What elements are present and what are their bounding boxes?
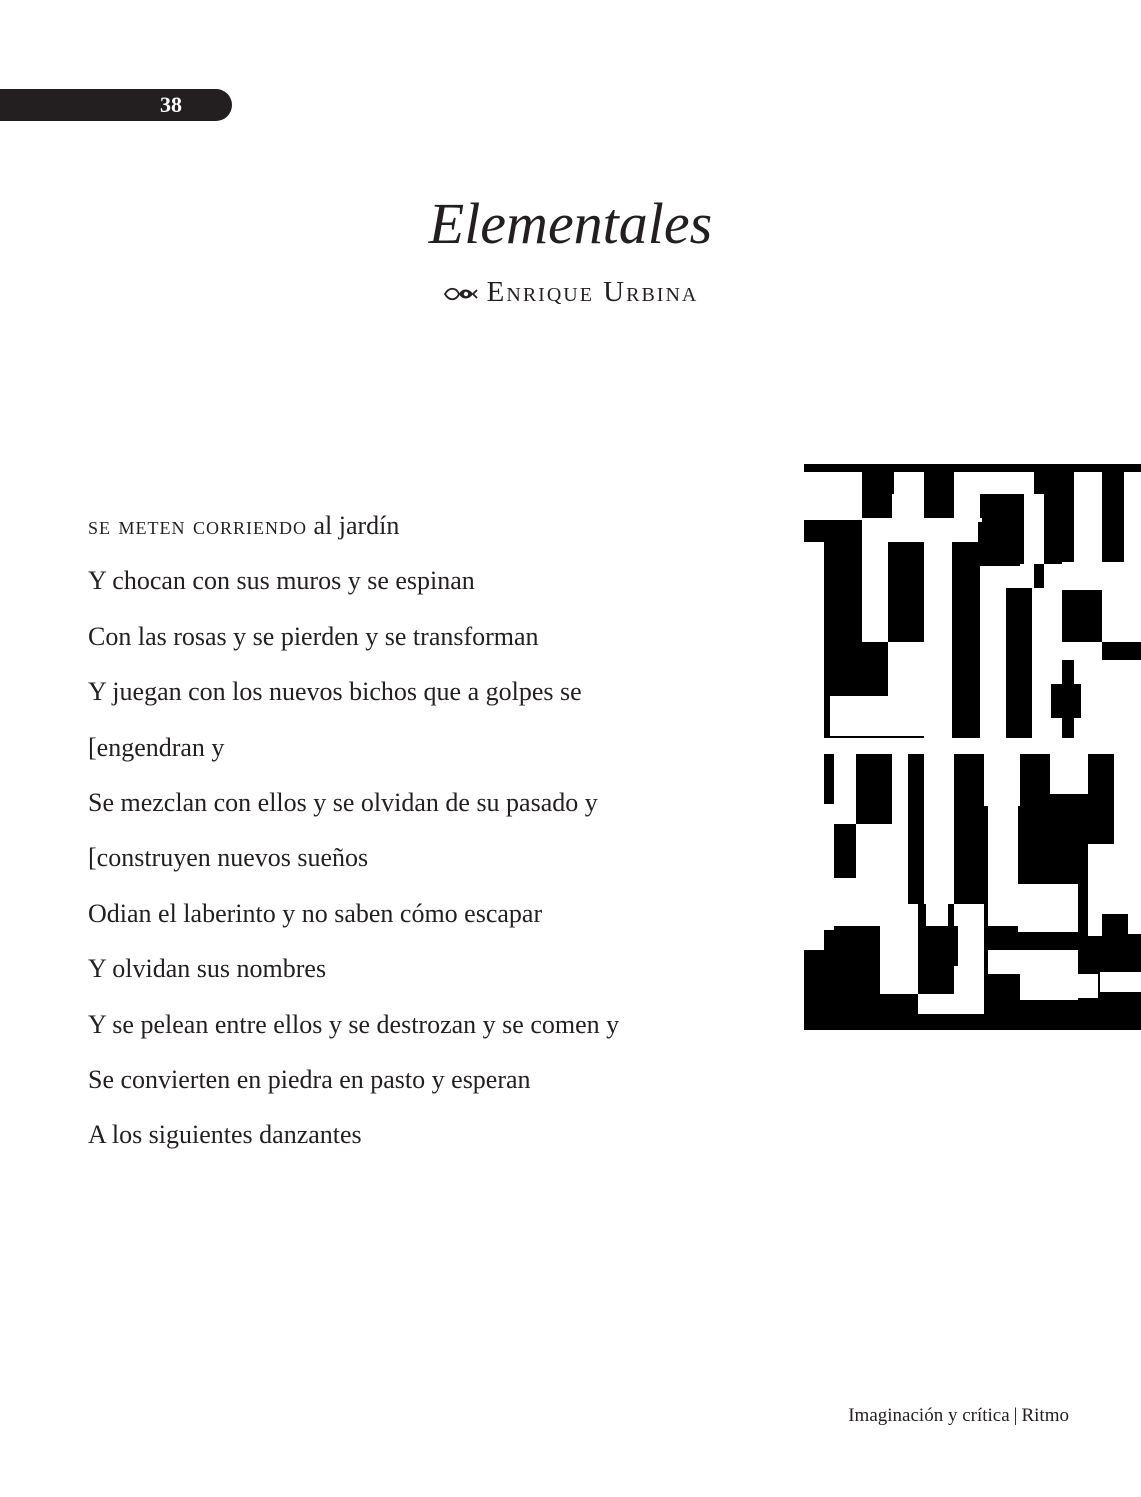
footer-separator: | (1013, 1405, 1018, 1426)
poem-line: Se mezclan con ellos y se olvidan de su pasado y (88, 787, 598, 817)
poem-line: [engendran y (88, 732, 225, 762)
fleuron-icon (443, 274, 479, 314)
maze-illustration (804, 464, 1141, 1030)
poem-line: Y juegan con los nuevos bichos que a golpes se (88, 677, 582, 707)
running-footer (848, 1402, 1069, 1430)
author-line (0, 272, 1141, 314)
footer-publication: Imaginación y crítica (848, 1405, 1010, 1426)
page-number: 38 (160, 92, 182, 117)
poem-line: Odian el laberinto y no saben cómo escapar (88, 898, 543, 928)
page-number-tab (0, 89, 232, 121)
poem-line: se meten corriendo al jardín (88, 511, 400, 540)
author-name: Enrique Urbina (486, 276, 699, 308)
poem-line: Y chocan con sus muros y se espinan (88, 566, 475, 596)
poem-line: [construyen nuevos sueños (88, 843, 369, 873)
poem-body (88, 504, 728, 1169)
poem-line: Se convierten en piedra en pasto y esperan (88, 1064, 531, 1094)
poem-title: Elementales (428, 191, 713, 256)
poem-line: Y olvidan sus nombres (88, 954, 327, 984)
poem-line: Y se pelean entre ellos y se destrozan y se comen y (88, 1009, 620, 1039)
poem-line: Con las rosas y se pierden y se transforman (88, 621, 539, 651)
poem-lead-in: se meten corriendo (88, 511, 307, 540)
footer-section: Ritmo (1021, 1405, 1069, 1426)
poem-line: A los siguientes danzantes (88, 1120, 362, 1150)
